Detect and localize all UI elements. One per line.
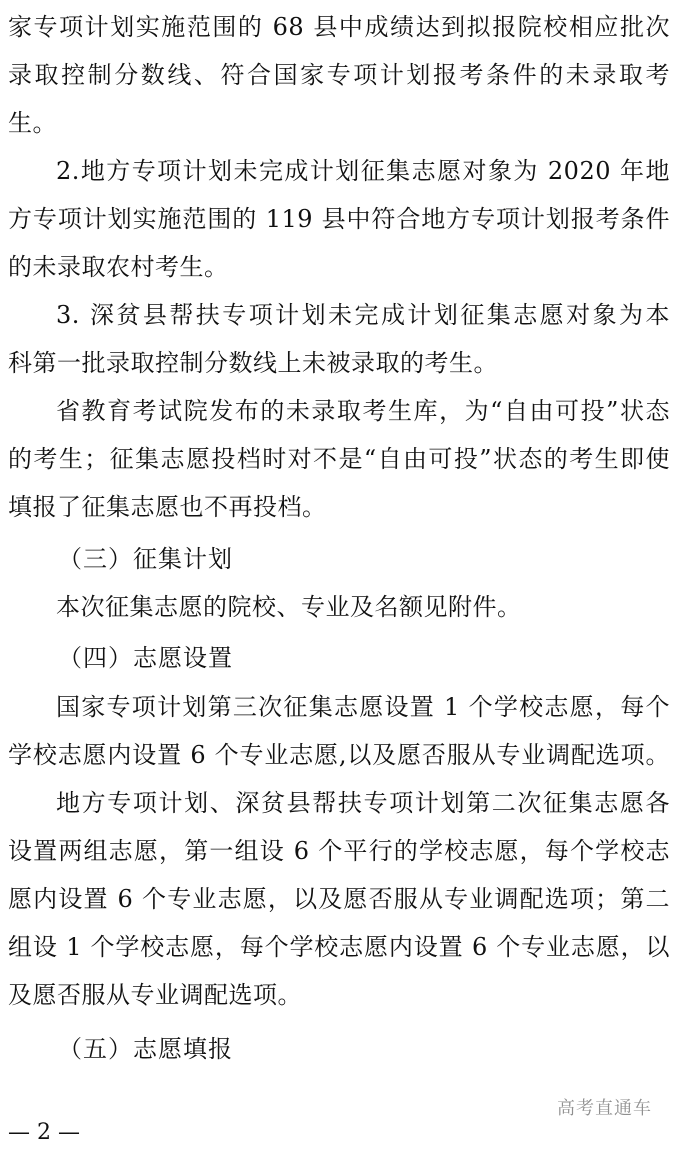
body-text-line: 组设 1 个学校志愿，每个学校志愿内设置 6 个专业志愿，以: [8, 933, 670, 961]
body-text-line: 生。: [8, 109, 57, 137]
body-text-line: 愿内设置 6 个专业志愿，以及愿否服从专业调配选项；第二: [8, 885, 670, 913]
body-text-line: 及愿否服从专业调配选项。: [8, 981, 302, 1009]
body-text-line: 录取控制分数线、符合国家专项计划报考条件的未录取考: [8, 61, 670, 89]
body-text-line: 3. 深贫县帮扶专项计划未完成计划征集志愿对象为本: [56, 301, 670, 329]
section-heading: （四）志愿设置: [58, 644, 233, 672]
section-heading: （五）志愿填报: [58, 1035, 233, 1063]
body-text-line: 的未录取农村考生。: [8, 253, 229, 281]
body-text-line: 本次征集志愿的院校、专业及名额见附件。: [56, 593, 522, 621]
body-text-line: 2.地方专项计划未完成计划征集志愿对象为 2020 年地: [56, 157, 670, 185]
section-heading: （三）征集计划: [58, 545, 233, 573]
body-text-line: 的考生；征集志愿投档时对不是“自由可投”状态的考生即使: [8, 445, 670, 473]
watermark-text: 高考直通车: [557, 1098, 652, 1119]
body-text-line: 设置两组志愿，第一组设 6 个平行的学校志愿，每个学校志: [8, 837, 670, 865]
body-text-line: 省教育考试院发布的未录取考生库，为“自由可投”状态: [56, 397, 670, 425]
body-text-line: 学校志愿内设置 6 个专业志愿,以及愿否服从专业调配选项。: [8, 741, 670, 769]
body-text-line: 地方专项计划、深贫县帮扶专项计划第二次征集志愿各: [56, 789, 670, 817]
body-text-line: 家专项计划实施范围的 68 县中成绩达到拟报院校相应批次: [8, 13, 670, 41]
body-text-line: 方专项计划实施范围的 119 县中符合地方专项计划报考条件: [8, 205, 670, 233]
body-text-line: 科第一批录取控制分数线上未被录取的考生。: [8, 349, 498, 377]
page-number: — 2 —: [8, 1120, 80, 1145]
body-text-line: 国家专项计划第三次征集志愿设置 1 个学校志愿，每个: [56, 693, 670, 721]
body-text-line: 填报了征集志愿也不再投档。: [8, 493, 327, 521]
